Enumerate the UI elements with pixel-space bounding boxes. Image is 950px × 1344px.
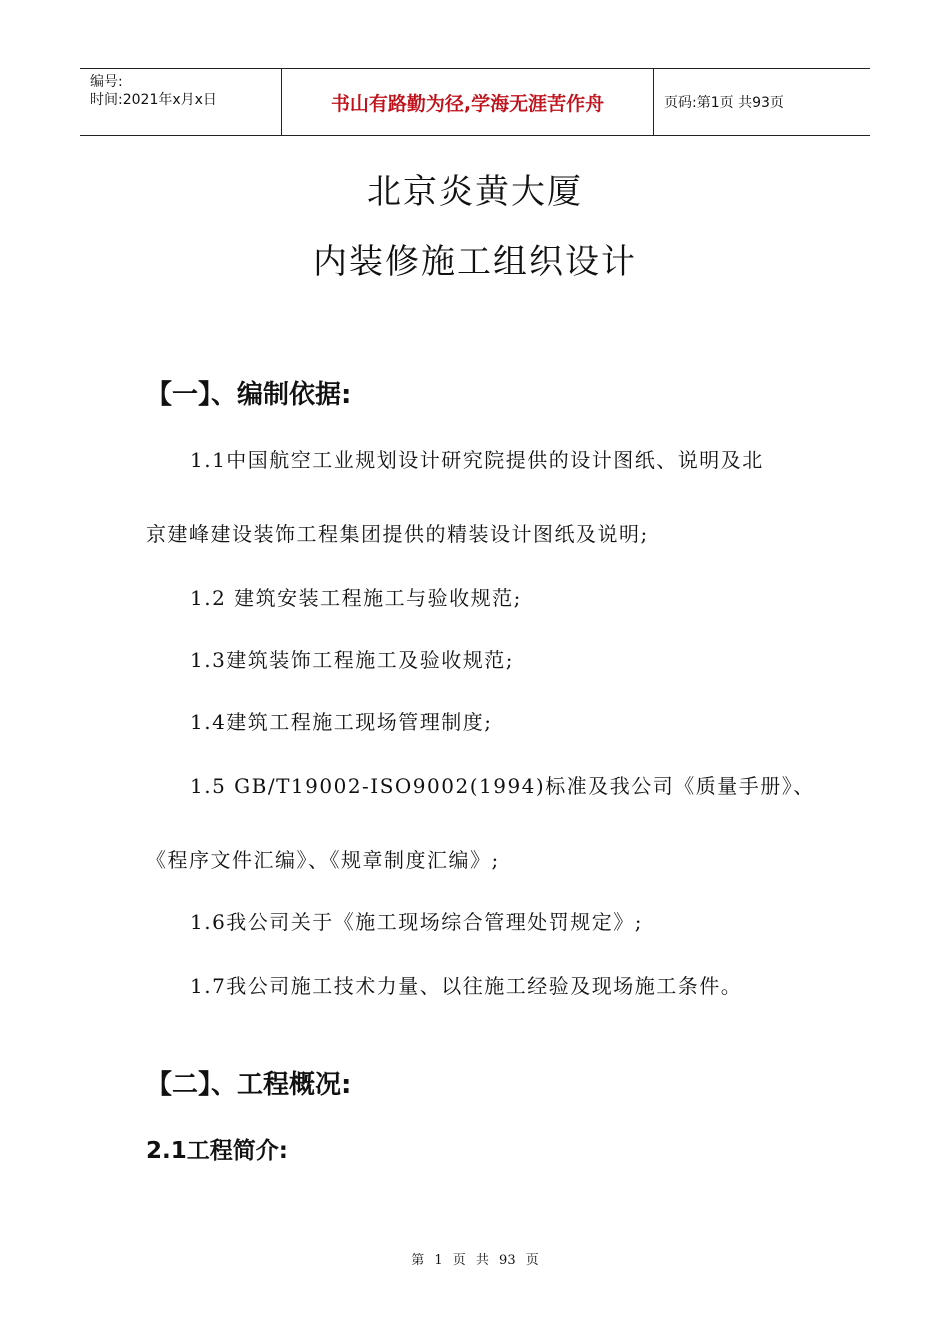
page-header — [80, 68, 870, 136]
header-page-info: 页码:第1页 共93页 — [664, 95, 784, 111]
basis-item-1-2: 1.2 建筑安装工程施工与验收规范; — [190, 586, 522, 610]
basis-item-1-4: 1.4建筑工程施工现场管理制度; — [190, 710, 493, 734]
basis-item-1-5: 1.5 GB/T19002-ISO9002(1994)标准及我公司《质量手册》、 — [190, 774, 815, 798]
header-meta — [80, 69, 282, 135]
page-footer: 第 1 页 共 93 页 — [411, 1253, 539, 1268]
subsection-heading-introduction: 2.1工程简介: — [146, 1138, 288, 1164]
document-title-line-2: 内装修施工组织设计 — [313, 242, 637, 282]
document-title-line-1: 北京炎黄大厦 — [367, 172, 583, 212]
header-motto: 书山有路勤为径,学海无涯苦作舟 — [282, 69, 654, 135]
section-heading-overview: 【二】、工程概况: — [146, 1070, 352, 1100]
document-number-label: 编号: — [90, 74, 123, 90]
basis-item-1-1: 1.1中国航空工业规划设计研究院提供的设计图纸、说明及北 — [190, 448, 764, 472]
basis-item-1-6: 1.6我公司关于《施工现场综合管理处罚规定》; — [190, 910, 644, 934]
basis-item-1-5-continued: 《程序文件汇编》、《规章制度汇编》; — [146, 848, 500, 872]
document-date: 时间:2021年x月x日 — [90, 92, 217, 108]
basis-item-1-3: 1.3建筑装饰工程施工及验收规范; — [190, 648, 515, 672]
basis-item-1-7: 1.7我公司施工技术力量、以往施工经验及现场施工条件。 — [190, 974, 743, 998]
section-heading-basis: 【一】、编制依据: — [146, 380, 352, 410]
basis-item-1-1-continued: 京建峰建设装饰工程集团提供的精装设计图纸及说明; — [146, 522, 649, 546]
